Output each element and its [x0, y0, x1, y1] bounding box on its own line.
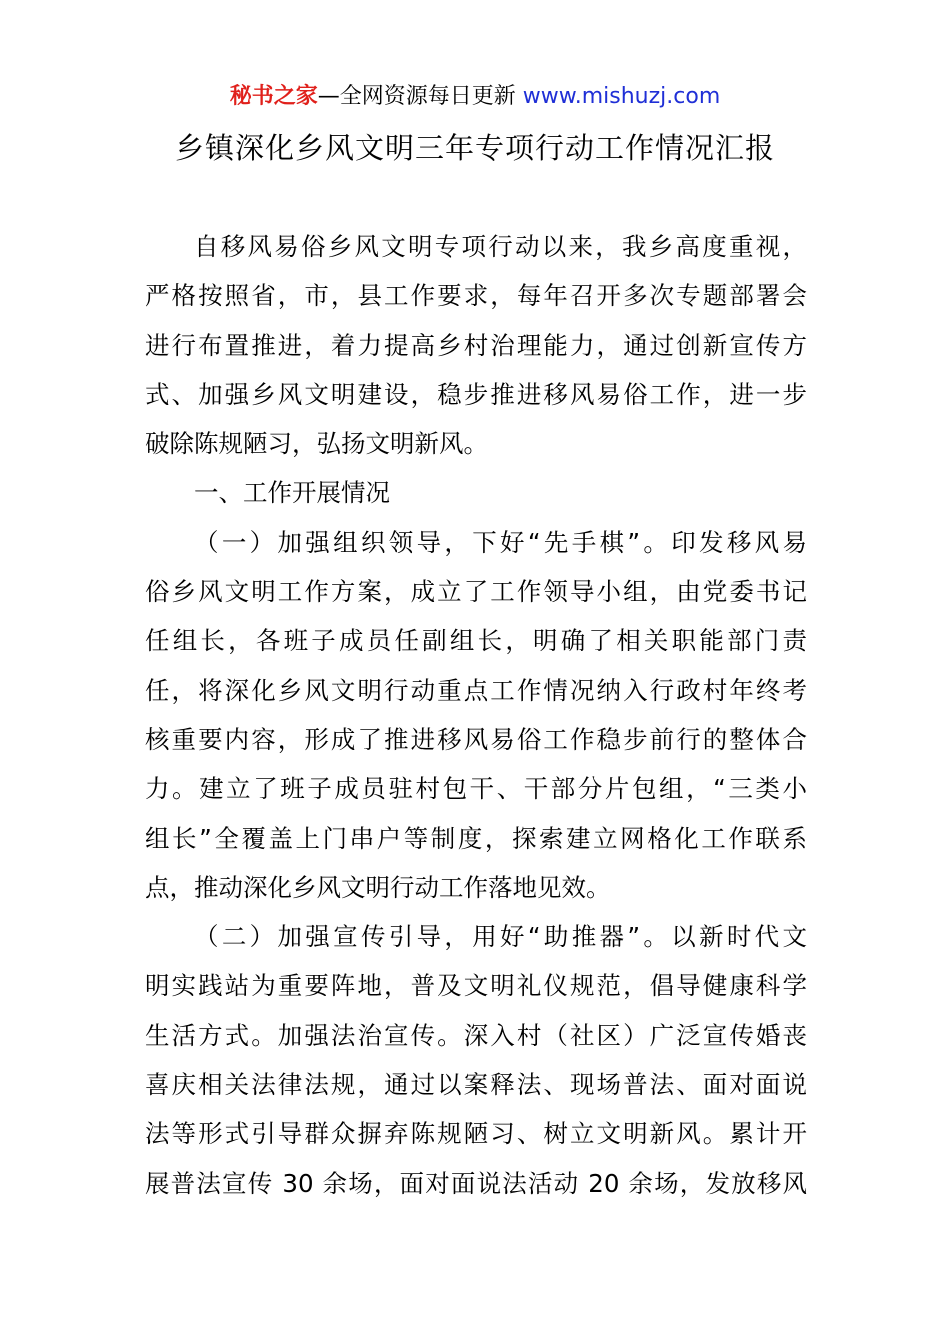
- paragraph-line: 核重要内容，形成了推进移风易俗工作稳步前行的整体合: [145, 724, 807, 754]
- site-brand: 秘书之家: [229, 84, 318, 109]
- document-title: 乡镇深化乡风文明三年专项行动工作情况汇报: [174, 131, 775, 165]
- paragraph-line: 点，推动深化乡风文明行动工作落地见效。: [145, 872, 611, 902]
- paragraph-line: 力。建立了班子成员驻村包干、干部分片包组，“三类小: [145, 774, 807, 804]
- paragraph-line: 严格按照省，市，县工作要求，每年召开多次专题部署会: [145, 281, 807, 311]
- section-heading: 一、工作开展情况: [194, 478, 390, 508]
- paragraph-line: 组长”全覆盖上门串户等制度，探索建立网格化工作联系: [145, 823, 807, 853]
- paragraph-line: （一）加强组织领导，下好“先手棋”。印发移风易: [194, 527, 807, 557]
- paragraph-line: 破除陈规陋习，弘扬文明新风。: [145, 429, 488, 459]
- paragraph-line: 任组长，各班子成员任副组长，明确了相关职能部门责: [145, 626, 807, 656]
- paragraph-line: （二）加强宣传引导，用好“助推器”。以新时代文: [194, 922, 807, 952]
- site-header: [0, 82, 950, 112]
- paragraph-line: 任，将深化乡风文明行动重点工作情况纳入行政村年终考: [145, 675, 807, 705]
- paragraph-line: 进行布置推进，着力提高乡村治理能力，通过创新宣传方: [145, 330, 807, 360]
- paragraph-line: 喜庆相关法律法规，通过以案释法、现场普法、面对面说: [145, 1070, 807, 1100]
- document-body: [145, 222, 807, 1208]
- paragraph-line: 自移风易俗乡风文明专项行动以来，我乡高度重视，: [194, 232, 807, 261]
- site-tagline: —全网资源每日更新: [317, 84, 523, 109]
- paragraph-line: 法等形式引导群众摒弃陈规陋习、树立文明新风。累计开: [145, 1119, 807, 1149]
- site-url-link[interactable]: www.mishuzj.com: [522, 84, 721, 109]
- paragraph-line: 俗乡风文明工作方案，成立了工作领导小组，由党委书记: [145, 577, 807, 607]
- paragraph-line: 式、加强乡风文明建设，稳步推进移风易俗工作，进一步: [145, 379, 807, 409]
- paragraph-line: 生活方式。加强法治宣传。深入村（社区）广泛宣传婚丧: [145, 1020, 807, 1050]
- paragraph-line: 明实践站为重要阵地，普及文明礼仪规范，倡导健康科学: [145, 971, 807, 1001]
- paragraph-line: 展普法宣传 30 余场，面对面说法活动 20 余场，发放移风: [145, 1168, 807, 1198]
